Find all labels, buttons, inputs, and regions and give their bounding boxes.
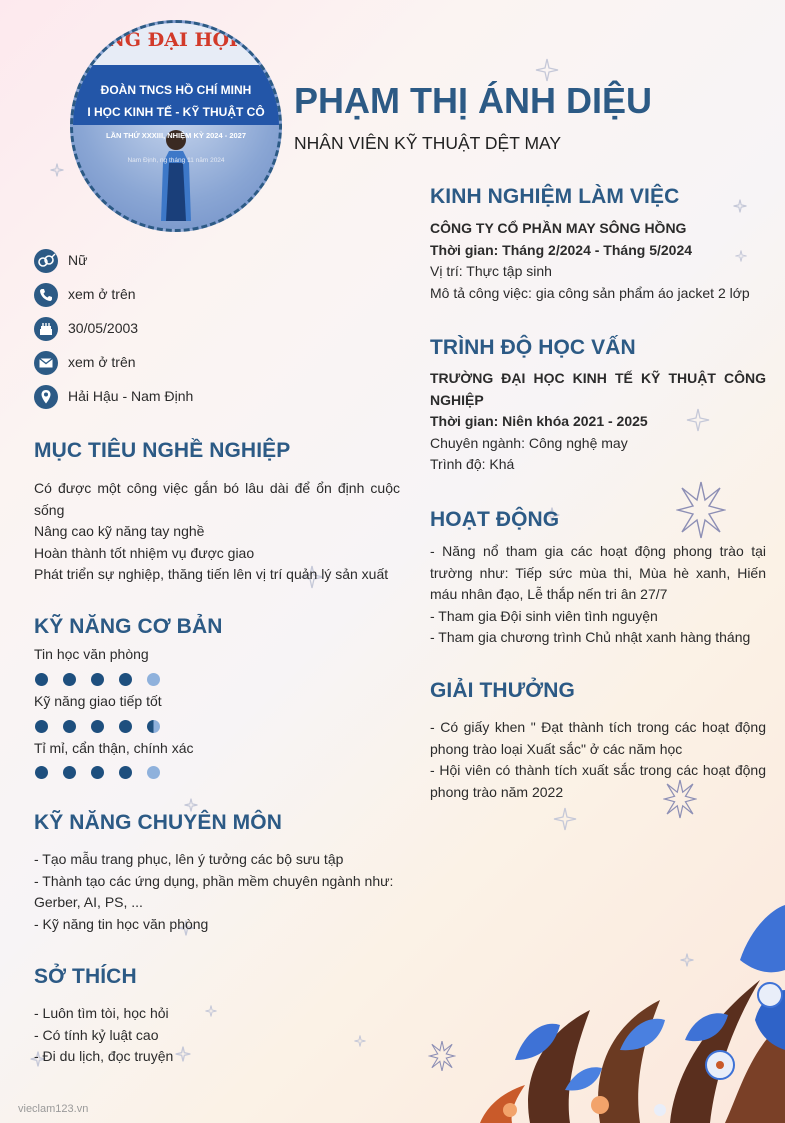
education-major: Chuyên ngành: Công nghệ may <box>430 434 628 451</box>
skill-dot <box>91 766 104 779</box>
sparkle-icon <box>50 163 64 177</box>
photo-banner-line-4: LẦN THỨ XXXIII, NHIỆM KỲ 2024 - 2027 <box>105 131 246 140</box>
professional-skills-heading: KỸ NĂNG CHUYÊN MÔN <box>34 811 282 834</box>
experience-block <box>430 218 766 304</box>
career-goal-item: Phát triển sự nghiệp, thăng tiến lên vị trí quản lý sản xuất <box>34 566 389 582</box>
education-block <box>430 368 766 476</box>
hobbies-heading: SỞ THÍCH <box>34 965 137 988</box>
phone-value: xem ở trên <box>68 286 136 302</box>
photo-banner-line-3: I HỌC KINH TẾ - KỸ THUẬT CÔ <box>87 105 265 119</box>
experience-position: Vị trí: Thực tập sinh <box>430 263 552 279</box>
awards-heading: GIẢI THƯỞNG <box>430 679 575 702</box>
sparkle-icon <box>733 199 747 213</box>
education-time: Thời gian: Niên khóa 2021 - 2025 <box>430 413 648 429</box>
skill-dot <box>35 673 48 686</box>
skill-dot <box>91 673 104 686</box>
experience-time: Thời gian: Tháng 2/2024 - Tháng 5/2024 <box>430 241 693 258</box>
hobby-item: - Đi du lịch, đọc truyện <box>34 1048 174 1064</box>
career-goal-heading: MỤC TIÊU NGHỀ NGHIỆP <box>34 439 291 462</box>
job-title: NHÂN VIÊN KỸ THUẬT DỆT MAY <box>294 133 562 153</box>
sparkle-icon <box>553 806 577 832</box>
skill-dot <box>147 766 160 779</box>
hobby-item: - Luôn tìm tòi, học hỏi <box>34 1005 169 1021</box>
email-value: xem ở trên <box>68 354 136 370</box>
experience-heading: KINH NGHIỆM LÀM VIỆC <box>430 185 680 208</box>
hobby-item: - Có tính kỷ luật cao <box>34 1026 159 1043</box>
photo-banner-line-5: Nam Định, ng tháng 11 năm 2024 <box>127 157 225 164</box>
skill-dot <box>35 720 48 733</box>
skill-dot <box>119 720 132 733</box>
full-name: PHẠM THỊ ÁNH DIỆU <box>294 80 652 121</box>
professional-skill-item: - Thành tạo các ứng dụng, phần mềm chuyên ngành như: Gerber, AI, PS, ... <box>34 872 394 910</box>
starburst-icon <box>676 480 726 540</box>
activities-list <box>430 541 766 649</box>
gender-icon <box>34 249 58 273</box>
career-goal-item: Có được một công việc gắn bó lâu dài để ổn định cuộc sống <box>34 480 400 518</box>
activity-item: - Năng nổ tham gia các hoạt động phong trào tại trường như: Tiếp sức mùa thi, Mùa hè xanh, Hiến máu nhân đạo, Lễ thắp nến tri ân 27/7 <box>430 543 766 602</box>
address-value: Hải Hậu - Nam Định <box>68 388 194 404</box>
skill-dot <box>35 766 48 779</box>
skill-name: Kỹ năng giao tiếp tốt <box>34 693 162 709</box>
career-goal-item: Nâng cao kỹ năng tay nghề <box>34 523 205 539</box>
professional-skill-item: - Kỹ năng tin học văn phòng <box>34 915 209 932</box>
photo-banner-line-1: ƯNG ĐẠI HỘI Đ <box>90 29 262 51</box>
skill-dot <box>147 720 160 733</box>
skill-dot <box>63 673 76 686</box>
skill-dot <box>147 673 160 686</box>
skill-dot <box>63 766 76 779</box>
education-heading: TRÌNH ĐỘ HỌC VẤN <box>430 336 636 359</box>
starburst-icon <box>428 1040 456 1072</box>
awards-list <box>430 717 766 803</box>
skill-dot <box>119 673 132 686</box>
email-icon <box>34 351 58 375</box>
gender-value: Nữ <box>68 252 88 268</box>
education-grade: Trình độ: Khá <box>430 456 515 472</box>
footer-watermark: vieclam123.vn <box>18 1103 89 1115</box>
sparkle-icon <box>535 58 559 82</box>
skill-name: Tin học văn phòng <box>34 646 149 662</box>
award-item: - Hội viên có thành tích xuất sắc trong các hoạt động phong trào năm 2022 <box>430 762 766 800</box>
skill-dot <box>91 720 104 733</box>
career-goal-item: Hoàn thành tốt nhiệm vụ được giao <box>34 544 255 561</box>
professional-skills-list <box>34 849 400 935</box>
profile-photo <box>70 20 282 232</box>
professional-skill-item: - Tạo mẫu trang phục, lên ý tưởng các bộ sưu tập <box>34 851 344 867</box>
career-goal-list <box>34 478 400 586</box>
birthday-cake-icon <box>34 317 58 341</box>
activity-item: - Tham gia Đội sinh viên tình nguyện <box>430 607 658 624</box>
basic-skills-heading: KỸ NĂNG CƠ BẢN <box>34 615 223 638</box>
experience-description: Mô tả công việc: gia công sản phẩm áo jacket 2 lớp <box>430 284 750 301</box>
skill-dot <box>119 766 132 779</box>
activity-item: - Tham gia chương trình Chủ nhật xanh hàng tháng <box>430 629 751 645</box>
skill-name: Tỉ mỉ, cẩn thận, chính xác <box>34 740 194 756</box>
photo-banner-line-2: ĐOÀN TNCS HỒ CHÍ MINH <box>100 83 252 97</box>
birthday-value: 30/05/2003 <box>68 320 139 336</box>
floral-decoration <box>470 900 785 1123</box>
hobbies-list <box>34 1003 400 1068</box>
company-name: CÔNG TY CỔ PHẦN MAY SÔNG HỒNG <box>430 220 687 236</box>
phone-icon <box>34 283 58 307</box>
location-pin-icon <box>34 385 58 409</box>
school-name: TRƯỜNG ĐẠI HỌC KINH TẾ KỸ THUẬT CÔNG NGHIỆP <box>430 370 766 408</box>
skill-dot <box>63 720 76 733</box>
sparkle-icon <box>184 798 198 812</box>
activities-heading: HOẠT ĐỘNG <box>430 508 560 531</box>
award-item: - Có giấy khen " Đạt thành tích trong các hoạt động phong trào loại Xuất sắc" ở các năm học <box>430 719 766 757</box>
